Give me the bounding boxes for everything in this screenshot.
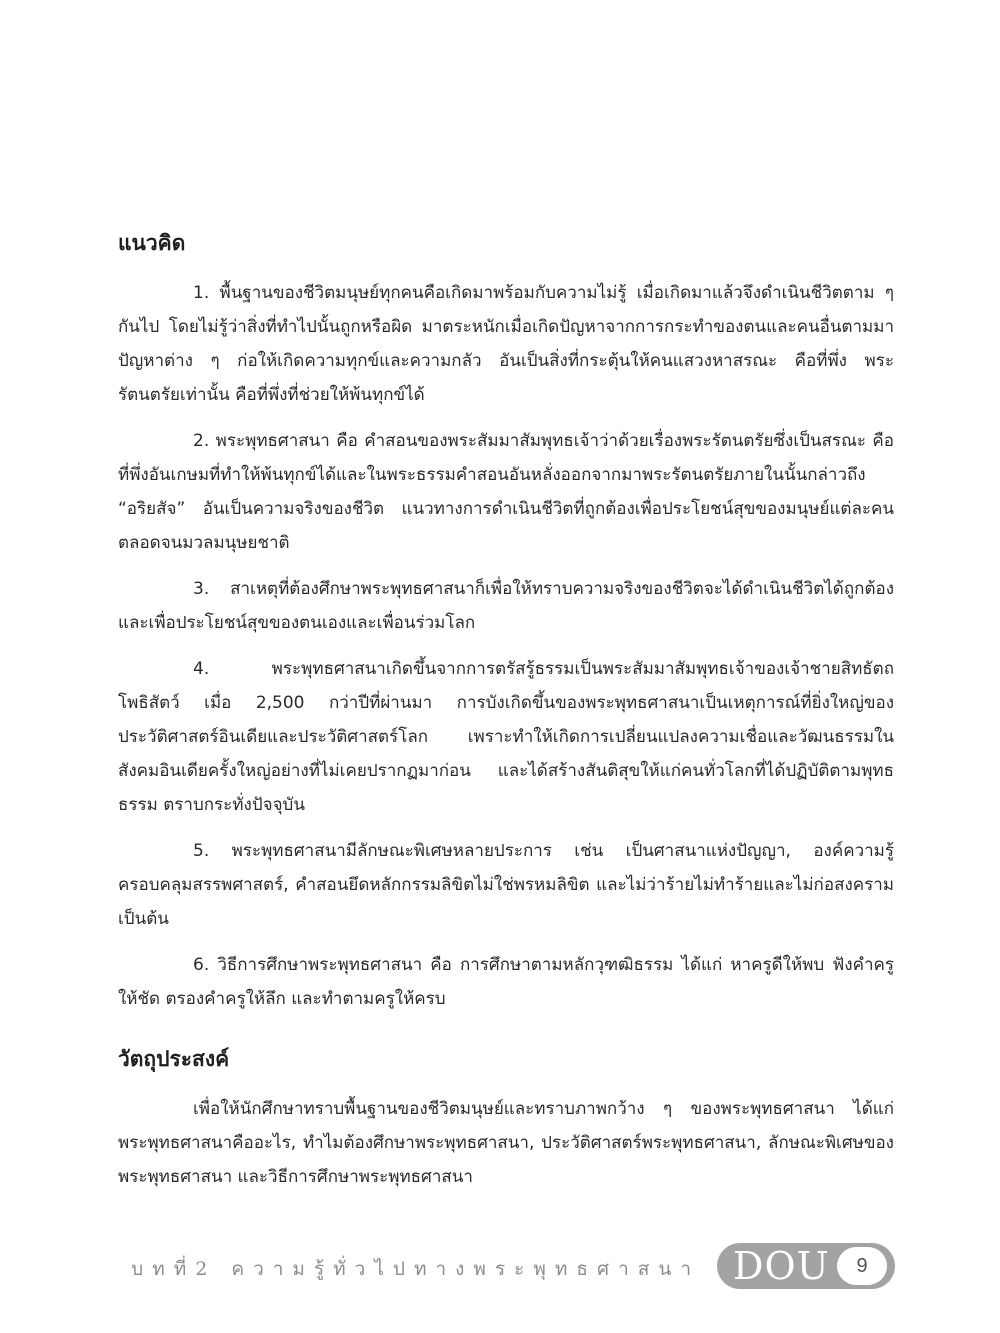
dou-badge — [717, 1243, 895, 1289]
concept-section — [118, 226, 894, 1016]
page-number: 9 — [856, 1255, 868, 1277]
page-number-pill — [837, 1247, 887, 1285]
section-divider — [118, 1028, 894, 1042]
concept-paragraph-1: 1. พื้นฐานของชีวิตมนุษย์ทุกคนคือเกิดมาพร้อมกับความไม่รู้ เมื่อเกิดมาแล้วจึงดำเนินชีวิตตาม ๆ กันไป โดยไม่รู้ว่าสิ่งที่ทำไปนั้นถูกหรือผิด มาตระหนักเมื่อเกิดปัญหาจากการกระทำของตนและคนอื่นตามมา ปัญหาต่าง ๆ ก่อให้เกิดความทุกข์และความกลัว อันเป็นสิ่งที่กระตุ้นให้คนแสวงหาสรณะ คือที่พึ่ง พระรัตนตรัยเท่านั้น คือที่พึ่งที่ช่วยให้พ้นทุกข์ได้ — [118, 283, 894, 405]
chapter-title: บทที่2 ความรู้ทั่วไปทางพระพุทธศาสนา — [131, 1258, 700, 1280]
objective-section — [118, 1042, 894, 1194]
objective-paragraph: เพื่อให้นักศึกษาทราบพื้นฐานของชีวิตมนุษย์และทราบภาพกว้าง ๆ ของพระพุทธศาสนา ได้แก่ พระพุทธศาสนาคืออะไร, ทำไมต้องศึกษาพระพุทธศาสนา, ประวัติศาสตร์พระพุทธศาสนา, ลักษณะพิเศษของพระพุทธศาสนา และวิธีการศึกษาพระพุทธศาสนา — [118, 1099, 894, 1187]
concept-paragraph-4: 4. พระพุทธศาสนาเกิดขึ้นจากการตรัสรู้ธรรมเป็นพระสัมมาสัมพุทธเจ้าของเจ้าชายสิทธัตถโพธิสัตว์ เมื่อ 2,500 กว่าปีที่ผ่านมา การบังเกิดขึ้นของพระพุทธศาสนาเป็นเหตุการณ์ที่ยิ่งใหญ่ของประวัติศาสตร์อินเดียและประวัติศาสตร์โลก เพราะทำให้เกิดการเปลี่ยนแปลงความเชื่อและวัฒนธรรมในสังคมอินเดียครั้งใหญ่อย่างที่ไม่เคยปรากฏมาก่อน และได้สร้างสันติสุขให้แก่คนทั่วโลกที่ได้ปฏิบัติตามพุทธธรรม ตราบกระทั่งปัจจุบัน — [118, 659, 894, 815]
concept-paragraph-5: 5. พระพุทธศาสนามีลักษณะพิเศษหลายประการ เช่น เป็นศาสนาแห่งปัญญา, องค์ความรู้ครอบคลุมสรรพศาสตร์, คำสอนยึดหลักกรรมลิขิตไม่ใช่พรหมลิขิต และไม่ว่าร้ายไม่ทำร้ายและไม่ก่อสงครามเป็นต้น — [118, 841, 894, 929]
concept-heading: แนวคิด — [118, 231, 186, 255]
page-body — [118, 226, 894, 1206]
concept-paragraph-2: 2. พระพุทธศาสนา คือ คำสอนของพระสัมมาสัมพุทธเจ้าว่าด้วยเรื่องพระรัตนตรัยซึ่งเป็นสรณะ คือที่พึ่งอันเกษมที่ทำให้พ้นทุกข์ได้และในพระธรรมคำสอนอันหลั่งออกจากมาพระรัตนตรัยภายในนั้นกล่าวถึง “อริยสัจ” อันเป็นความจริงของชีวิต แนวทางการดำเนินชีวิตที่ถูกต้องเพื่อประโยชน์สุขของมนุษย์แต่ละคนตลอดจนมวลมนุษยชาติ — [118, 431, 894, 553]
concept-paragraph-6: 6. วิธีการศึกษาพระพุทธศาสนา คือ การศึกษาตามหลักวุฑฒิธรรม ได้แก่ หาครูดีให้พบ ฟังคำครูให้ชัด ตรองคำครูให้ลึก และทำตามครูให้ครบ — [118, 955, 894, 1009]
dou-logo: DOU — [733, 1244, 830, 1288]
concept-paragraph-3: 3. สาเหตุที่ต้องศึกษาพระพุทธศาสนาก็เพื่อให้ทราบความจริงของชีวิตจะได้ดำเนินชีวิตได้ถูกต้องและเพื่อประโยชน์สุขของตนเองและเพื่อนร่วมโลก — [118, 579, 894, 633]
objective-heading: วัตถุประสงค์ — [118, 1047, 230, 1071]
page-footer — [0, 1242, 1000, 1292]
